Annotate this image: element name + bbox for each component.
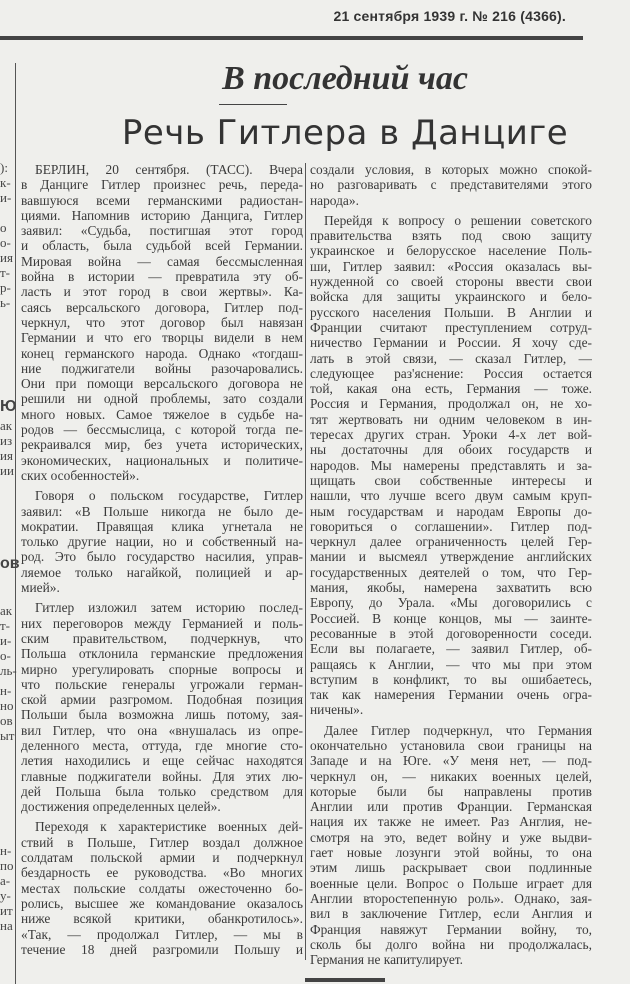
text-line: народа». <box>310 192 359 208</box>
text-line: что польские генералы угрожали герман- <box>21 676 303 692</box>
text-line: заявил: «Судьба, постигшая этот город <box>21 223 303 239</box>
text-line: той, какая она есть, Германия — тоже. <box>310 381 592 397</box>
text-line: окончательно установила свои границы на <box>310 737 592 753</box>
fragment-text: ов <box>0 555 20 572</box>
text-line: следующее раз'яснение: Россия остается <box>310 365 592 381</box>
text-line: гает новые лозунги этой войны, то она <box>310 845 592 861</box>
fragment-text: и- <box>0 633 12 648</box>
text-line: вил в заключение Гитлер, если Англия и <box>310 906 592 922</box>
article-paragraph <box>21 819 303 957</box>
fragment-text: ак <box>0 603 13 618</box>
fragment-text: о <box>0 220 7 235</box>
text-line: Германии и что его творцы видели в нем <box>21 330 303 346</box>
text-line: ны достаточны для обоих государств и <box>310 442 592 458</box>
fragment-text: ия <box>0 448 13 463</box>
text-line: тят жертвовать ни одним человеком в ин- <box>310 411 592 427</box>
fragment-text: по <box>0 858 14 873</box>
text-line: экономических, национальных и политиче- <box>21 452 303 468</box>
text-line: мания, якобы, намерена захватить всю <box>310 580 592 596</box>
text-line: русского населения Польши. В Англии и <box>310 304 592 320</box>
text-line: мании и высмеял утверждение английских <box>310 549 592 565</box>
text-line: черкнул далее ограниченность целей Гер- <box>310 534 592 550</box>
fragment-text: и- <box>0 190 12 205</box>
article-paragraph <box>310 723 592 968</box>
text-line: Россия и Германия, продолжал он, не хо- <box>310 396 592 412</box>
fragment-text: т- <box>0 618 11 633</box>
text-line: Польши была возможна лишь потому, зая- <box>21 707 303 723</box>
text-line: род. Это было государство насилия, управ- <box>21 549 303 565</box>
text-line: вступим в конфликт, то вы ошибаетесь, <box>310 671 592 687</box>
text-line: Гитлер изложил затем историю послед- <box>35 600 303 616</box>
fragment-text: о- <box>0 648 11 663</box>
text-line: местах польские солдаты ожесточенно бо- <box>21 880 303 896</box>
article-column-right <box>310 162 592 972</box>
text-line: вил Гитлер, что она «внушалась из опре- <box>21 722 303 738</box>
fragment-text: н- <box>0 683 12 698</box>
text-line: государственных деятелей о том, что Гер- <box>310 564 592 580</box>
text-line: войска для защиты украинского и бело- <box>310 289 592 305</box>
text-line: нация их также не имеет. Раз Англия, не- <box>310 814 592 830</box>
text-line: ляемое только нагайкой, полицией и ар- <box>21 564 303 580</box>
text-line: которые были бы направлены против <box>310 783 592 799</box>
text-line: циями. Напомнив историю Данцига, Гитлер <box>21 207 303 223</box>
text-line: говориться о соглашении». Гитлер под- <box>310 518 592 534</box>
text-line: война в истории — превратила эту об- <box>21 269 303 285</box>
text-line: ши, Гитлер заявил: «Россия оказалась вы- <box>310 258 592 274</box>
title-divider <box>219 104 287 105</box>
text-line: Англии или против Франции. Германская <box>310 799 592 815</box>
text-line: и область, была судьбой всей Германии. <box>21 238 303 254</box>
fragment-text: ит <box>0 903 13 918</box>
text-line: Польша отклонила германские предложения <box>21 646 303 662</box>
text-line: ской армии разгромом. Подобная позиция <box>21 692 303 708</box>
text-line: Германия не капитулирует. <box>310 952 463 968</box>
text-line: только другие нации, но и собственный на- <box>21 534 303 550</box>
fragment-text: на <box>0 918 13 933</box>
text-line: ским правительством, подчеркнув, что <box>21 630 303 646</box>
text-line: летия находились и еще сейчас находятся <box>21 753 303 769</box>
text-line: но разговаривать с представителями этого <box>310 177 592 193</box>
fragment-text: ь- <box>0 295 11 310</box>
text-line: дей Польша была только средством для <box>21 783 303 799</box>
text-line: Переходя к характеристике военных дей- <box>35 819 303 835</box>
article-paragraph <box>21 600 303 814</box>
text-line: украинское и белорусское население Поль- <box>310 243 592 259</box>
text-line: черкнул, что этот договор был навязан <box>21 314 303 330</box>
text-line: военные цели. Вопрос о Польше играет для <box>310 875 592 891</box>
text-line: Европу, до Урала. «Мы договорились с <box>310 595 592 611</box>
section-kicker: В последний час <box>222 60 468 97</box>
fragment-text: ): <box>0 160 8 175</box>
text-line: этим лишь раскрывает свои подлинные <box>310 860 592 876</box>
text-line: БЕРЛИН, 20 сентября. (ТАСС). Вчера <box>35 162 303 177</box>
text-line: создали условия, в которых можно спокой- <box>310 162 592 177</box>
article-paragraph <box>21 162 303 483</box>
text-line: ние поджигатели войны разочаровались. <box>21 360 303 376</box>
article-paragraph <box>21 488 303 595</box>
text-line: рекраивался мир, без учета исторических, <box>21 437 303 453</box>
fragment-text: т- <box>0 265 11 280</box>
text-line: солдатам польской армии и подчеркнул <box>21 850 303 866</box>
text-line: них переговоров между Германией и поль- <box>21 615 303 631</box>
text-line: ролись, высшее же командование оказалось <box>21 895 303 911</box>
text-line: много новых. Самое тяжелое в судьбе на- <box>21 406 303 422</box>
text-line: ствий в Польше, Гитлер воздал должное <box>21 834 303 850</box>
fragment-text: а- <box>0 873 11 888</box>
text-line: ничены». <box>310 702 364 718</box>
column-rule-left <box>15 63 16 984</box>
text-line: щищать свои собственные интересы и <box>310 472 592 488</box>
text-line: черкнул он, — никаких военных целей, <box>310 768 592 784</box>
text-line: Франция навяжут Германии войну, то, <box>310 921 592 937</box>
fragment-text: ак <box>0 418 13 433</box>
article-column-left <box>21 162 303 962</box>
text-line: Мировая война — самая бессмысленная <box>21 253 303 269</box>
text-line: бездарность ее руководства. «Во многих <box>21 865 303 881</box>
text-line: ничество Германии и России. Я хочу сде- <box>310 335 592 351</box>
text-line: конец германского народа. Однако «тогдаш- <box>21 345 303 361</box>
text-line: течение 18 дней разгромили Польшу и <box>21 941 303 957</box>
text-line: ресованные в этой договоренности соседи. <box>310 625 592 641</box>
fragment-text: у- <box>0 888 11 903</box>
text-line: народов. Мы намерены представлять и за- <box>310 457 592 473</box>
fragment-text: р- <box>0 280 11 295</box>
text-line: лать в этой связи, — сказал Гитлер, — <box>310 350 592 366</box>
fragment-text: н- <box>0 843 12 858</box>
text-line: «Так, — продолжал Гитлер, — мы в <box>21 926 303 942</box>
text-line: сколь бы долго война ни продолжалась, <box>310 936 592 952</box>
text-line: ращаясь к Англии, — что мы при этом <box>310 656 592 672</box>
text-line: вавшуюся всеми германскими радиостан- <box>21 192 303 208</box>
column-rule-middle <box>305 163 306 960</box>
article-end-rule <box>305 978 385 982</box>
fragment-text: к- <box>0 175 11 190</box>
text-line: смотря на это, ведет войну и уже выдви- <box>310 829 592 845</box>
text-line: Россией. В конце концов, мы — заинте- <box>310 610 592 626</box>
fragment-text: ыт <box>0 728 15 743</box>
text-line: мирно урегулировать спорные вопросы и <box>21 661 303 677</box>
text-line: главные поджигатели войны. Для этих лю- <box>21 768 303 784</box>
text-line: Англии второстепенную роль». Однако, зая- <box>310 890 592 906</box>
text-line: правительства взять под свою защиту <box>310 228 592 244</box>
text-line: решили ни одной проблемы, зато создали <box>21 391 303 407</box>
text-line: мократии. Правящая клика угнетала не <box>21 518 303 534</box>
text-line: ным государствам и народам Европы до- <box>310 503 592 519</box>
text-line: нашли, что лучше всего двум самым круп- <box>310 488 592 504</box>
article-paragraph <box>310 162 592 208</box>
text-line: саясь версальского договора, Гитлер под- <box>21 299 303 315</box>
text-line: заявил: «В Польше никогда не было де- <box>21 503 303 519</box>
text-line: нужденной со своей стороны ввести свои <box>310 274 592 290</box>
fragment-text: ль- <box>0 663 17 678</box>
text-line: Западе и на Юге. «У меня нет, — под- <box>310 753 592 769</box>
article-paragraph <box>310 213 592 718</box>
text-line: ласть и этот город в свои жертвы». Ка- <box>21 284 303 300</box>
fragment-text: ов <box>0 713 13 728</box>
text-line: Если вы полагаете, — заявил Гитлер, об- <box>310 641 592 657</box>
text-line: достижения определенных целей». <box>21 799 221 815</box>
text-line: родов — бессмыслица, с которой тогда пе- <box>21 422 303 438</box>
text-line: ских особенностей». <box>21 467 140 483</box>
text-line: Говоря о польском государстве, Гитлер <box>35 488 303 504</box>
article-headline: Речь Гитлера в Данциге <box>121 113 569 153</box>
text-line: Перейдя к вопросу о решении советского <box>324 212 592 228</box>
fragment-text: о- <box>0 235 11 250</box>
text-line: Далее Гитлер подчеркнул, что Германия <box>324 722 592 738</box>
text-line: Они при помощи версальского договора не <box>21 376 303 392</box>
issue-date-number: 21 сентября 1939 г. № 216 (4366). <box>333 8 566 24</box>
fragment-text: но <box>0 698 14 713</box>
text-line: в Данциге Гитлер произнес речь, переда- <box>21 177 303 193</box>
text-line: Франции считают преступлением сотруд- <box>310 319 592 335</box>
fragment-text: ии <box>0 463 14 478</box>
fragment-text: ия <box>0 250 13 265</box>
text-line: тересах других стран. Уроки 4-х лет вой- <box>310 427 592 443</box>
fragment-text: из <box>0 433 13 448</box>
text-line: так как намерения Германии очень огра- <box>310 687 592 703</box>
header-rule <box>0 36 583 40</box>
fragment-text: Ю <box>0 398 17 415</box>
text-line: мией». <box>21 580 60 596</box>
text-line: деленного места, оттуда, где многие сто- <box>21 737 303 753</box>
text-line: ниже всякой критики, обанкротилось». <box>21 911 303 927</box>
